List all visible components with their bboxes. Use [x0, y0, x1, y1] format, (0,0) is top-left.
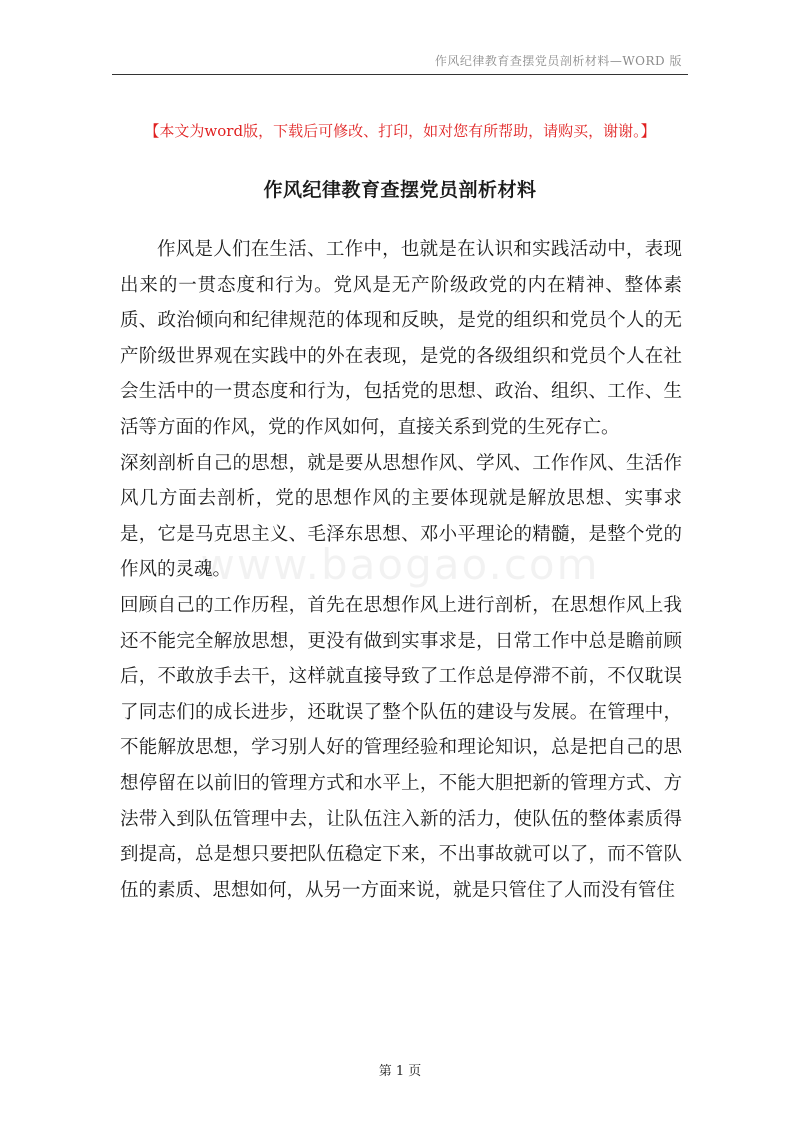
- header-divider: [112, 74, 688, 75]
- running-header: 作风纪律教育查摆党员剖析材料—WORD 版: [434, 54, 682, 68]
- page-number: 第 1 页: [378, 1064, 422, 1079]
- paragraph-intro: 作风是人们在生活、工作中，也就是在认识和实践活动中，表现出来的一贯态度和行为。党风是无产阶级政党的内在精神、整体素质、政治倾向和纪律规范的体现和反映，是党的组织和党员个人的无产阶级世界观在实践中的外在表现，是党的各级组织和党员个人在社会生活中的一贯态度和行为，包括党的思想、政治、组织、工作、生活等方面的作风，党的作风如何，直接关系到党的生死存亡。: [120, 239, 682, 438]
- paragraph-review: 回顾自己的工作历程，首先在思想作风上进行剖析，在思想作风上我还不能完全解放思想，更没有做到实事求是，日常工作中总是瞻前顾后，不敢放手去干，这样就直接导致了工作总是停滞不前，不仅耽误了同志们的成长进步，还耽误了整个队伍的建设与发展。在管理中，不能解放思想，学习别人好的管理经验和理论知识，总是把自己的思想停留在以前旧的管理方式和水平上，不能大胆把新的管理方式、方法带入到队伍管理中去，让队伍注入新的活力，使队伍的整体素质得到提高，总是想只要把队伍稳定下来，不出事故就可以了，而不管队伍的素质、思想如何，从另一方面来说，就是只管住了人而没有管住: [120, 594, 682, 901]
- document-title: 作风纪律教育查摆党员剖析材料: [263, 179, 537, 201]
- document-body: [120, 232, 682, 908]
- paragraph-analysis: 深刻剖析自己的思想，就是要从思想作风、学风、工作作风、生活作风几方面去剖析，党的思想作风的主要体现就是解放思想、实事求是，它是马克思主义、毛泽东思想、邓小平理论的精髓，是整个党的作风的灵魂。: [120, 452, 682, 581]
- watermark: www.baogao.com: [200, 540, 600, 589]
- download-notice: 【本文为word版，下载后可修改、打印，如对您有所帮助，请购买，谢谢。】: [144, 122, 656, 140]
